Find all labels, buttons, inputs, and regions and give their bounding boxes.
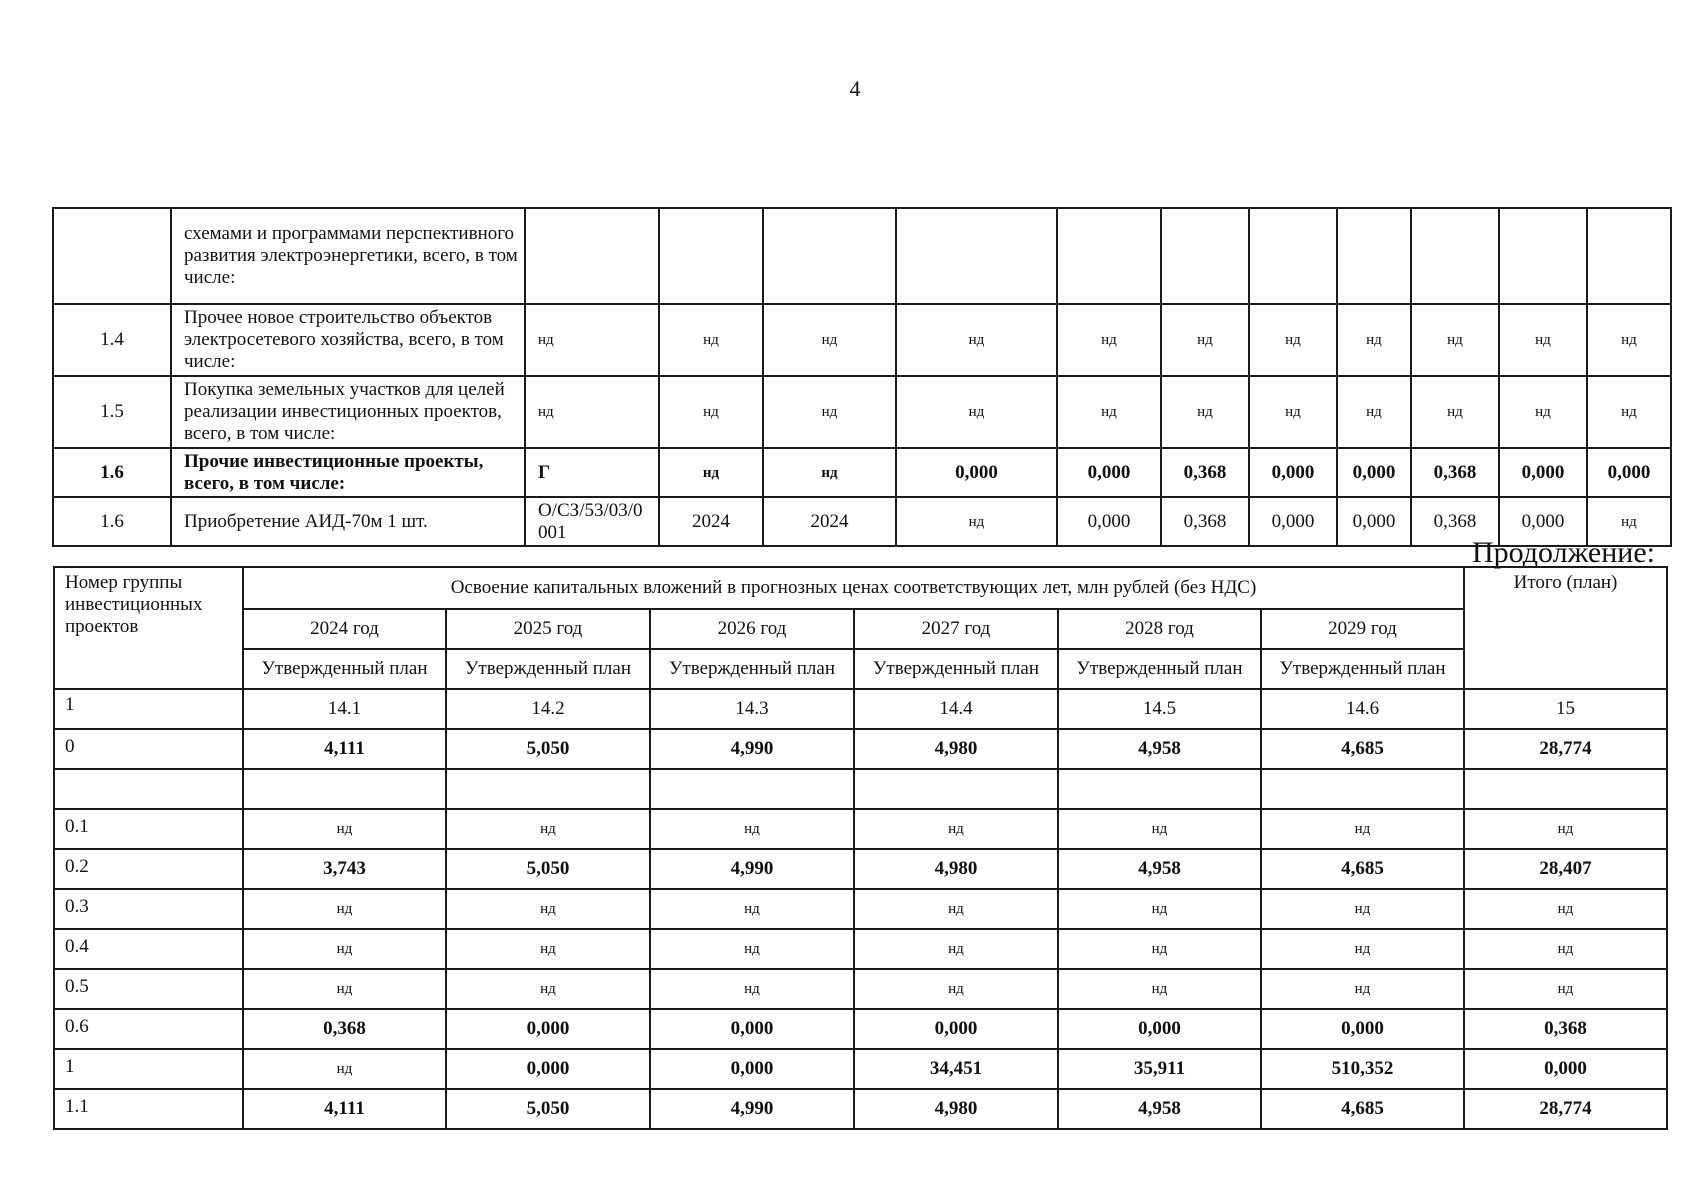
- value-cell: нд: [650, 809, 854, 849]
- value-cell: нд: [1337, 304, 1411, 376]
- value-cell: 0,000: [650, 1049, 854, 1089]
- table-row: [54, 849, 1667, 889]
- value-cell: 4,990: [650, 729, 854, 769]
- table-row: [54, 809, 1667, 849]
- value-cell: нд: [1587, 376, 1671, 448]
- approved-plan-header: Утвержденный план: [1261, 649, 1464, 689]
- table-row: [53, 497, 1671, 546]
- row-number: 1.6: [53, 448, 171, 497]
- column-number: 14.6: [1261, 689, 1464, 729]
- group-number: 0.2: [54, 849, 243, 889]
- project-name: Прочее новое строительство объектов электросетевого хозяйства, всего, в том числе:: [171, 304, 525, 376]
- value-cell: нд: [1411, 376, 1499, 448]
- value-cell: нд: [1464, 969, 1667, 1009]
- row-number: 1.6: [53, 497, 171, 546]
- value-cell: нд: [659, 448, 763, 497]
- value-cell: 28,774: [1464, 1089, 1667, 1129]
- value-cell: нд: [1058, 809, 1261, 849]
- value-cell: нд: [763, 448, 896, 497]
- value-cell: нд: [1464, 809, 1667, 849]
- value-cell: [1057, 208, 1161, 304]
- value-cell: 35,911: [1058, 1049, 1261, 1089]
- value-cell: [1058, 769, 1261, 809]
- value-cell: [1261, 769, 1464, 809]
- project-code: О/СЗ/53/03/0001: [525, 497, 659, 546]
- value-cell: [896, 208, 1057, 304]
- group-number: 0: [54, 729, 243, 769]
- column-number: 14.4: [854, 689, 1058, 729]
- row-number: [53, 208, 171, 304]
- value-cell: [650, 769, 854, 809]
- column-number: 14.3: [650, 689, 854, 729]
- page-number: 4: [849, 76, 861, 101]
- value-cell: нд: [1464, 889, 1667, 929]
- value-cell: [1161, 208, 1249, 304]
- value-cell: 28,407: [1464, 849, 1667, 889]
- value-cell: 0,000: [1057, 448, 1161, 497]
- row-number: 1.5: [53, 376, 171, 448]
- group-number: 0.4: [54, 929, 243, 969]
- year-header: 2027 год: [854, 609, 1058, 649]
- project-name: Приобретение АИД-70м 1 шт.: [171, 497, 525, 546]
- value-cell: нд: [1499, 304, 1587, 376]
- value-cell: нд: [1058, 929, 1261, 969]
- value-cell: нд: [896, 497, 1057, 546]
- group-number: 1: [54, 1049, 243, 1089]
- capital-investment-header: Освоение капитальных вложений в прогнозных ценах соответствующих лет, млн рублей (без НДС): [243, 567, 1464, 609]
- value-cell: нд: [650, 969, 854, 1009]
- value-cell: нд: [896, 376, 1057, 448]
- value-cell: 0,000: [650, 1009, 854, 1049]
- value-cell: 0,000: [1587, 448, 1671, 497]
- value-cell: 2024: [659, 497, 763, 546]
- value-cell: нд: [854, 969, 1058, 1009]
- value-cell: 5,050: [446, 729, 650, 769]
- table-row: [54, 929, 1667, 969]
- capital-investment-table: [53, 566, 1668, 1130]
- value-cell: 0,000: [896, 448, 1057, 497]
- value-cell: нд: [659, 376, 763, 448]
- group-number: 0.6: [54, 1009, 243, 1049]
- value-cell: нд: [243, 1049, 446, 1089]
- value-cell: нд: [1058, 969, 1261, 1009]
- value-cell: 0,000: [1261, 1009, 1464, 1049]
- value-cell: нд: [1261, 809, 1464, 849]
- value-cell: нд: [854, 809, 1058, 849]
- value-cell: 0,000: [1337, 448, 1411, 497]
- value-cell: нд: [243, 889, 446, 929]
- project-name: схемами и программами перспективного развития электроэнергетики, всего, в том числе:: [171, 208, 525, 304]
- table-row: [54, 969, 1667, 1009]
- value-cell: [1587, 208, 1671, 304]
- value-cell: 4,980: [854, 849, 1058, 889]
- value-cell: 0,000: [1464, 1049, 1667, 1089]
- value-cell: 0,000: [1057, 497, 1161, 546]
- value-cell: 510,352: [1261, 1049, 1464, 1089]
- group-number: 0.1: [54, 809, 243, 849]
- value-cell: нд: [1261, 889, 1464, 929]
- value-cell: 0,000: [446, 1049, 650, 1089]
- table-row: [54, 769, 1667, 809]
- value-cell: нд: [659, 304, 763, 376]
- value-cell: нд: [1464, 929, 1667, 969]
- value-cell: нд: [243, 969, 446, 1009]
- value-cell: 0,368: [1411, 497, 1499, 546]
- value-cell: нд: [896, 304, 1057, 376]
- value-cell: 4,685: [1261, 849, 1464, 889]
- value-cell: нд: [854, 889, 1058, 929]
- value-cell: нд: [446, 929, 650, 969]
- value-cell: 0,000: [446, 1009, 650, 1049]
- total-plan-header: Итого (план): [1464, 567, 1667, 689]
- value-cell: 0,000: [1337, 497, 1411, 546]
- projects-table-top: [52, 207, 1672, 547]
- approved-plan-header: Утвержденный план: [1058, 649, 1261, 689]
- value-cell: 34,451: [854, 1049, 1058, 1089]
- value-cell: нд: [854, 929, 1058, 969]
- approved-plan-header: Утвержденный план: [446, 649, 650, 689]
- group-number: 0.5: [54, 969, 243, 1009]
- value-cell: 4,111: [243, 729, 446, 769]
- value-cell: 0,000: [1249, 448, 1337, 497]
- table-row: [54, 1009, 1667, 1049]
- column-number: 1: [54, 689, 243, 729]
- value-cell: нд: [1161, 304, 1249, 376]
- value-cell: нд: [1057, 376, 1161, 448]
- group-number: 0.3: [54, 889, 243, 929]
- value-cell: 4,990: [650, 1089, 854, 1129]
- value-cell: нд: [1411, 304, 1499, 376]
- value-cell: 0,000: [1499, 448, 1587, 497]
- year-header: 2029 год: [1261, 609, 1464, 649]
- value-cell: нд: [243, 929, 446, 969]
- value-cell: нд: [763, 304, 896, 376]
- project-code: нд: [525, 376, 659, 448]
- value-cell: нд: [1587, 304, 1671, 376]
- value-cell: 5,050: [446, 849, 650, 889]
- column-number: 15: [1464, 689, 1667, 729]
- value-cell: [1249, 208, 1337, 304]
- value-cell: [1337, 208, 1411, 304]
- value-cell: нд: [1587, 497, 1671, 546]
- project-code: [525, 208, 659, 304]
- project-name: Покупка земельных участков для целей реализации инвестиционных проектов, всего, в том числе:: [171, 376, 525, 448]
- value-cell: нд: [243, 809, 446, 849]
- value-cell: нд: [1249, 304, 1337, 376]
- table-row: [54, 729, 1667, 769]
- column-number: 14.5: [1058, 689, 1261, 729]
- value-cell: нд: [1249, 376, 1337, 448]
- value-cell: 3,743: [243, 849, 446, 889]
- year-header: 2025 год: [446, 609, 650, 649]
- row-number: 1.4: [53, 304, 171, 376]
- group-number: 1.1: [54, 1089, 243, 1129]
- value-cell: 0,000: [1249, 497, 1337, 546]
- group-number: [54, 769, 243, 809]
- table-row: [53, 448, 1671, 497]
- project-code: нд: [525, 304, 659, 376]
- value-cell: нд: [1499, 376, 1587, 448]
- value-cell: 0,368: [243, 1009, 446, 1049]
- project-name: Прочие инвестиционные проекты, всего, в том числе:: [171, 448, 525, 497]
- value-cell: [1411, 208, 1499, 304]
- table-row: [54, 1049, 1667, 1089]
- column-number: 14.1: [243, 689, 446, 729]
- value-cell: 4,958: [1058, 849, 1261, 889]
- year-header: 2026 год: [650, 609, 854, 649]
- approved-plan-header: Утвержденный план: [243, 649, 446, 689]
- year-header: 2028 год: [1058, 609, 1261, 649]
- value-cell: 5,050: [446, 1089, 650, 1129]
- value-cell: нд: [763, 376, 896, 448]
- table-row: [53, 208, 1671, 304]
- approved-plan-header: Утвержденный план: [650, 649, 854, 689]
- value-cell: 0,000: [1058, 1009, 1261, 1049]
- value-cell: [659, 208, 763, 304]
- value-cell: 4,685: [1261, 1089, 1464, 1129]
- table-row: [53, 376, 1671, 448]
- value-cell: 0,368: [1161, 497, 1249, 546]
- value-cell: нд: [1337, 376, 1411, 448]
- value-cell: нд: [1058, 889, 1261, 929]
- value-cell: 4,980: [854, 729, 1058, 769]
- value-cell: нд: [446, 889, 650, 929]
- approved-plan-header: Утвержденный план: [854, 649, 1058, 689]
- value-cell: нд: [650, 889, 854, 929]
- value-cell: 28,774: [1464, 729, 1667, 769]
- value-cell: 0,000: [1499, 497, 1587, 546]
- value-cell: 4,111: [243, 1089, 446, 1129]
- value-cell: нд: [446, 809, 650, 849]
- value-cell: [1499, 208, 1587, 304]
- value-cell: [763, 208, 896, 304]
- value-cell: [854, 769, 1058, 809]
- table-row: [53, 304, 1671, 376]
- value-cell: нд: [1261, 969, 1464, 1009]
- value-cell: 4,958: [1058, 729, 1261, 769]
- project-code: Г: [525, 448, 659, 497]
- value-cell: [446, 769, 650, 809]
- value-cell: 0,368: [1464, 1009, 1667, 1049]
- value-cell: 0,368: [1161, 448, 1249, 497]
- value-cell: 4,958: [1058, 1089, 1261, 1129]
- value-cell: [243, 769, 446, 809]
- year-header: 2024 год: [243, 609, 446, 649]
- value-cell: [1464, 769, 1667, 809]
- value-cell: 0,000: [854, 1009, 1058, 1049]
- table-row: [54, 1089, 1667, 1129]
- value-cell: 4,990: [650, 849, 854, 889]
- value-cell: нд: [446, 969, 650, 1009]
- value-cell: 0,368: [1411, 448, 1499, 497]
- value-cell: 2024: [763, 497, 896, 546]
- value-cell: 4,980: [854, 1089, 1058, 1129]
- value-cell: нд: [650, 929, 854, 969]
- value-cell: нд: [1161, 376, 1249, 448]
- column-number: 14.2: [446, 689, 650, 729]
- continuation-label: Продолжение:: [1471, 536, 1655, 569]
- group-number-header: Номер группы инвестиционных проектов: [54, 567, 243, 689]
- value-cell: нд: [1261, 929, 1464, 969]
- table-row: [54, 889, 1667, 929]
- value-cell: нд: [1057, 304, 1161, 376]
- value-cell: 4,685: [1261, 729, 1464, 769]
